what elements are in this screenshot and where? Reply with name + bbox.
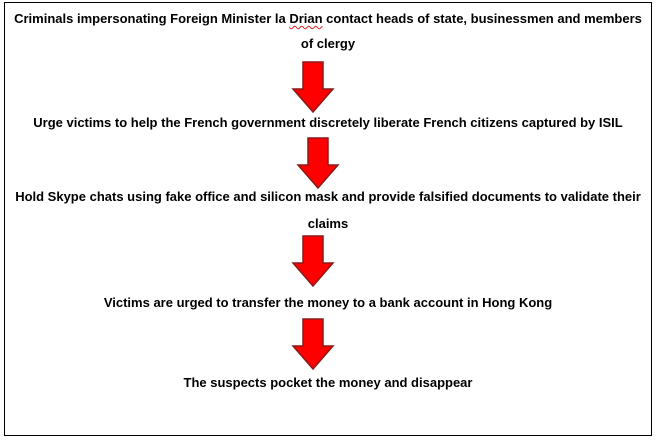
flowchart-frame <box>4 2 652 436</box>
down-arrow-icon <box>291 61 335 113</box>
step-1-text-before: Criminals impersonating Foreign Minister la <box>14 11 290 26</box>
step-3-line-2: claims <box>307 216 349 231</box>
down-arrow-icon <box>291 235 335 287</box>
step-1-line-2: of clergy <box>300 36 356 51</box>
step-4-line-1: Victims are urged to transfer the money to a bank account in Hong Kong <box>103 295 553 310</box>
step-2-line-1: Urge victims to help the French government discretely liberate French citizens captured by ISIL <box>33 115 623 130</box>
step-1-spellcheck-word: Drian <box>289 11 323 26</box>
step-3-line-1: Hold Skype chats using fake office and silicon mask and provide falsified documents to validate their <box>15 189 641 204</box>
step-5-line-1: The suspects pocket the money and disappear <box>183 375 473 390</box>
step-1-text-after: contact heads of state, businessmen and members <box>322 11 642 26</box>
down-arrow-icon <box>291 318 335 370</box>
